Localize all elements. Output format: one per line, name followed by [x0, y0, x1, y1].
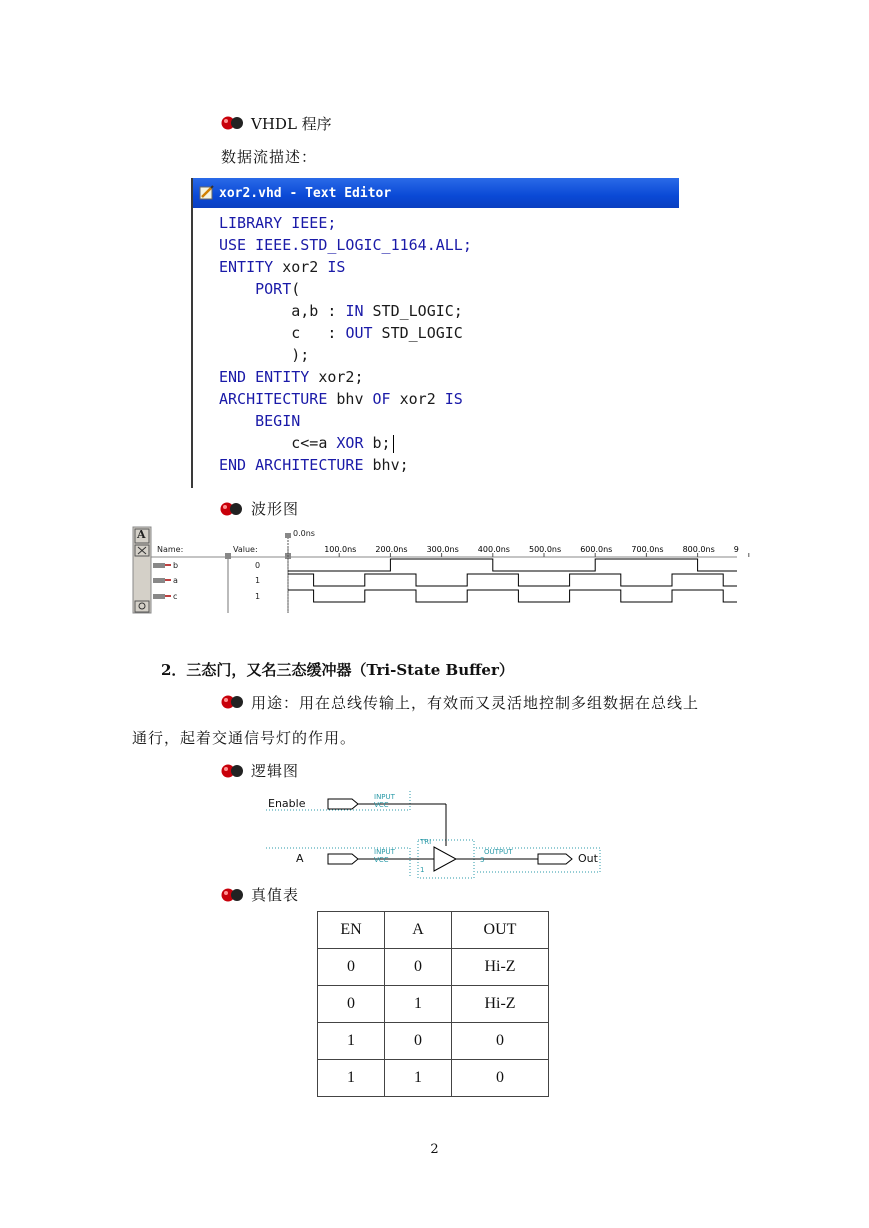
table-row: [318, 986, 549, 1023]
signal-value-c: 1: [255, 592, 261, 601]
dataflow-label: 数据流描述：: [221, 148, 318, 166]
code-text: STD_LOGIC;: [363, 302, 463, 320]
code-line[interactable]: [219, 212, 472, 234]
usage-text-line2: 通行，起着交通信号灯的作用。: [132, 729, 357, 747]
signal-icons: [153, 563, 171, 599]
editor-file-icon: [199, 185, 215, 201]
code-keyword: OF: [372, 390, 391, 408]
signal-trace-b: [288, 559, 737, 571]
page-number: 2: [430, 1142, 439, 1157]
table-row: [318, 1023, 549, 1060]
time-label: 800.0ns: [682, 545, 715, 554]
waveform-viewer: [133, 527, 737, 613]
cell: 0: [452, 1060, 549, 1097]
cell: 0: [385, 949, 452, 986]
pin-1-number: 1: [420, 866, 425, 874]
cell: 1: [318, 1023, 385, 1060]
time-label: 200.0ns: [375, 545, 408, 554]
table-row: [318, 949, 549, 986]
header-out: OUT: [452, 912, 549, 949]
code-keyword: ENTITY: [219, 258, 274, 276]
section-2-title: 2．三态门，又名三态缓冲器（Tri-State Buffer）: [161, 661, 514, 679]
code-text: b;: [363, 434, 391, 452]
cell: Hi-Z: [452, 986, 549, 1023]
code-keyword: OUT: [345, 324, 373, 342]
code-text: STD_LOGIC: [372, 324, 463, 342]
code-line[interactable]: [219, 278, 472, 300]
tristate-buffer-symbol: [434, 847, 456, 871]
signal-trace-a: [288, 574, 737, 586]
code-keyword: END ENTITY: [219, 368, 310, 386]
code-line[interactable]: [219, 322, 472, 344]
a-vcc-tag: VCC: [374, 856, 389, 864]
code-line[interactable]: [219, 410, 472, 432]
code-keyword: ARCHITECTURE: [219, 390, 328, 408]
code-line[interactable]: [219, 454, 472, 476]
code-text: );: [219, 346, 310, 364]
cell: 0: [385, 1023, 452, 1060]
red-bullet-icon: [220, 116, 244, 130]
output-tag: OUTPUT: [484, 848, 513, 856]
text-editor-window: [191, 178, 679, 488]
code-text: a,b :: [219, 302, 346, 320]
time-label: 100.0ns: [324, 545, 357, 554]
code-keyword: USE IEEE.STD_LOGIC_1164.ALL;: [219, 236, 472, 254]
tristate-logic-diagram: [262, 790, 602, 880]
code-keyword: XOR: [336, 434, 364, 452]
text-caret: [393, 435, 394, 453]
waveform-heading: 波形图: [251, 500, 300, 518]
cell: Hi-Z: [452, 949, 549, 986]
a-input-tag: INPUT: [374, 848, 395, 856]
code-keyword: PORT: [219, 280, 292, 298]
signal-trace-c: [288, 590, 737, 602]
code-text: (: [291, 280, 301, 298]
code-text: xor2: [390, 390, 445, 408]
cell: 0: [318, 986, 385, 1023]
enable-vcc-tag: VCC: [374, 801, 389, 809]
waveform-svg: [133, 527, 737, 613]
truth-table: [317, 911, 549, 1097]
code-line[interactable]: [219, 432, 472, 454]
code-keyword: IS: [444, 390, 463, 408]
enable-input-tag: INPUT: [374, 793, 395, 801]
vhdl-heading: VHDL 程序: [251, 115, 332, 133]
code-text: xor2;: [309, 368, 364, 386]
value-header: Value:: [233, 545, 258, 554]
code-keyword: IS: [327, 258, 346, 276]
code-keyword: BEGIN: [219, 412, 301, 430]
code-text: xor2: [273, 258, 328, 276]
red-bullet-icon: [219, 502, 243, 516]
code-keyword: END ARCHITECTURE: [219, 456, 364, 474]
signal-name-b[interactable]: b: [173, 561, 179, 570]
code-text: bhv: [327, 390, 373, 408]
code-line[interactable]: [219, 234, 472, 256]
cell: 1: [385, 986, 452, 1023]
cell: 1: [385, 1060, 452, 1097]
code-line[interactable]: [219, 256, 472, 278]
red-bullet-icon: [220, 888, 244, 902]
enable-input-pin: [328, 799, 358, 809]
code-line[interactable]: [219, 388, 472, 410]
logic-heading: 逻辑图: [251, 762, 300, 780]
code-text: c<=a: [219, 434, 337, 452]
tri-tag: TRI: [420, 838, 432, 846]
code-line[interactable]: [219, 366, 472, 388]
a-input-pin: [328, 854, 358, 864]
code-line[interactable]: [219, 344, 472, 366]
code-text: bhv;: [363, 456, 409, 474]
cell: 0: [452, 1023, 549, 1060]
header-en: EN: [318, 912, 385, 949]
code-keyword: LIBRARY IEEE;: [219, 214, 337, 232]
code-text: c :: [219, 324, 346, 342]
enable-label: Enable: [268, 797, 306, 810]
time-label: 300.0ns: [426, 545, 459, 554]
header-a: A: [385, 912, 452, 949]
editor-title: xor2.vhd - Text Editor: [219, 185, 392, 201]
cursor-time: 0.0ns: [293, 529, 315, 538]
time-label: 600.0ns: [580, 545, 613, 554]
table-header-row: [318, 912, 549, 949]
code-area[interactable]: [219, 212, 472, 476]
code-line[interactable]: [219, 300, 472, 322]
signal-name-a[interactable]: a: [173, 576, 178, 585]
table-row: [318, 1060, 549, 1097]
cell: 0: [318, 949, 385, 986]
a-label: A: [296, 852, 304, 865]
red-bullet-icon: [220, 695, 244, 709]
signal-value-b: 0: [255, 561, 261, 570]
out-output-pin: [538, 854, 572, 864]
time-label: 700.0ns: [631, 545, 664, 554]
code-keyword: IN: [345, 302, 364, 320]
signal-value-a: 1: [255, 576, 261, 585]
usage-text-line1: 用途：用在总线传输上，有效而又灵活地控制多组数据在总线上: [251, 694, 700, 712]
out-label: Out: [578, 852, 598, 865]
signal-name-c[interactable]: c: [173, 592, 178, 601]
text-tool-label: A: [137, 528, 146, 541]
truth-table-heading: 真值表: [251, 886, 300, 904]
time-label: 500.0ns: [529, 545, 562, 554]
editor-titlebar[interactable]: [193, 178, 679, 208]
cell: 1: [318, 1060, 385, 1097]
time-label: 9: [733, 545, 739, 554]
pin-3-number: 3: [480, 856, 485, 864]
name-header: Name:: [157, 545, 184, 554]
red-bullet-icon: [220, 764, 244, 778]
time-label: 400.0ns: [477, 545, 510, 554]
